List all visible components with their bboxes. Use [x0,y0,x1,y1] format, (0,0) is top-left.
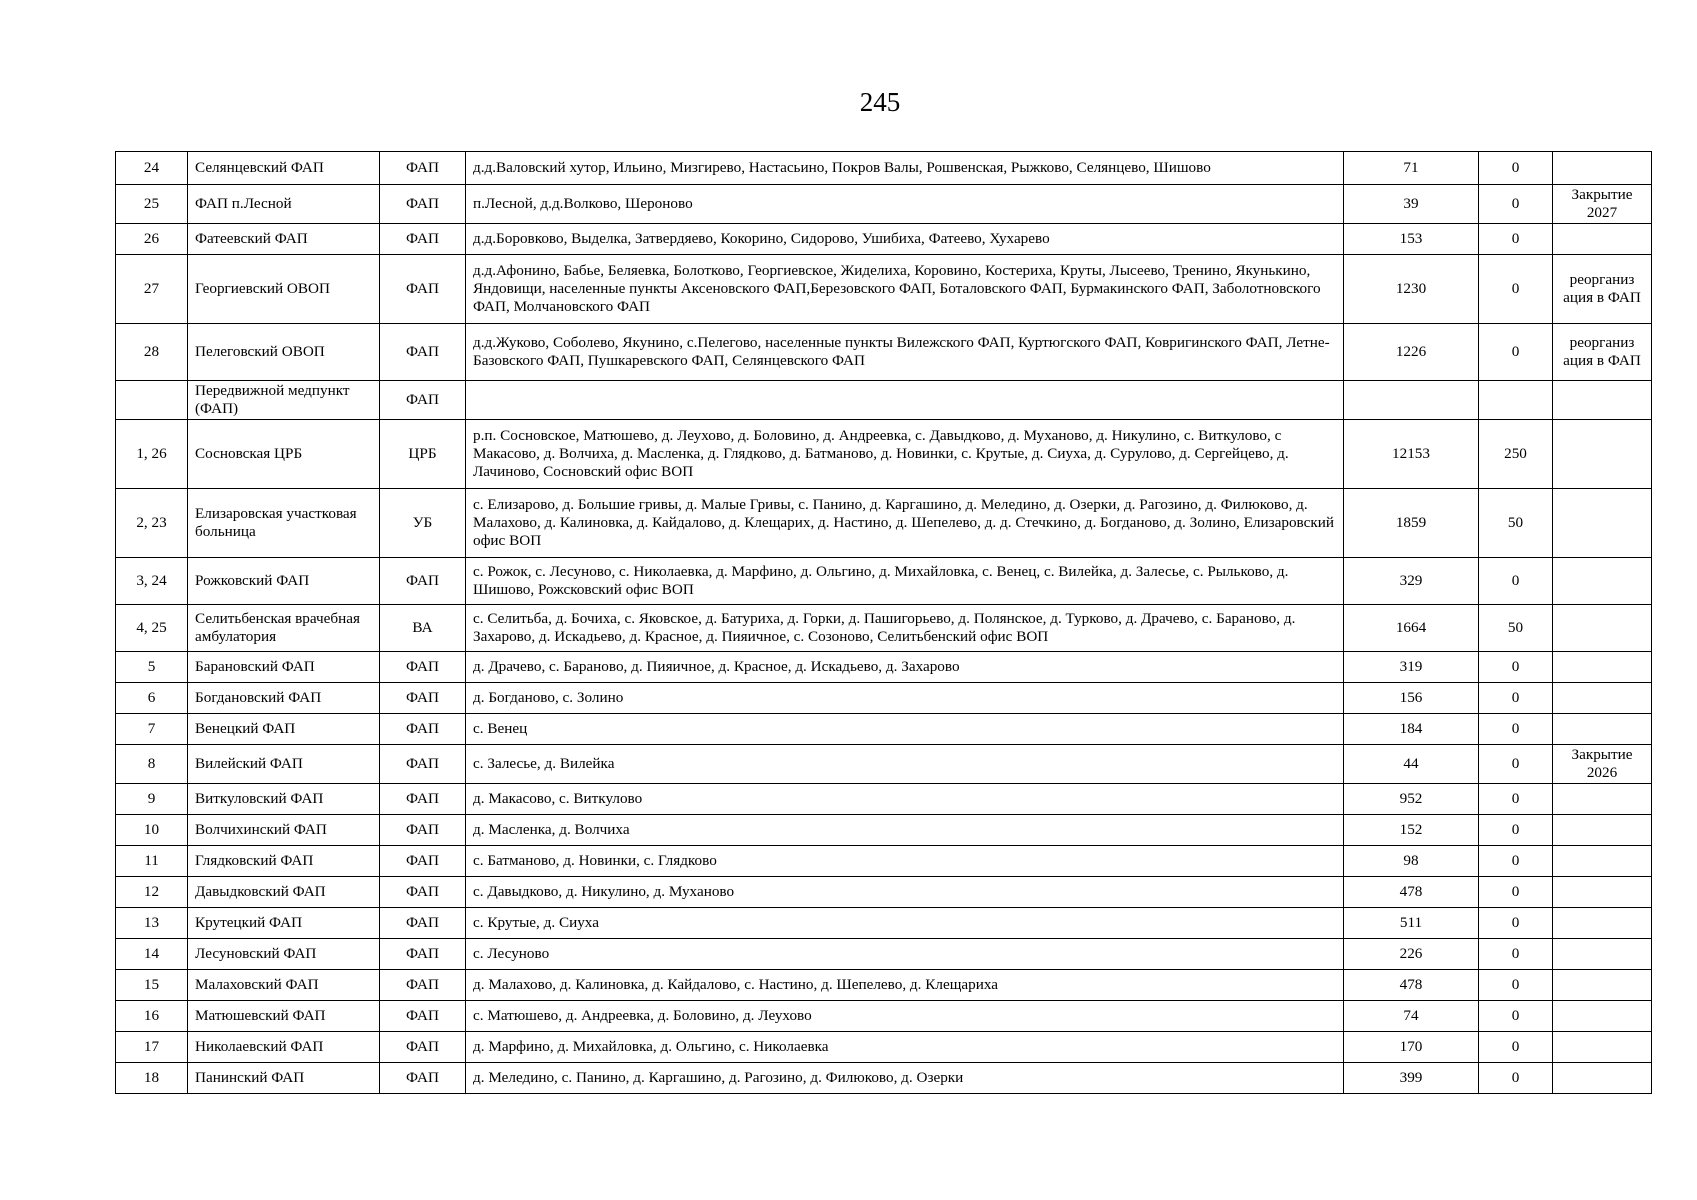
note-cell: Закрытие 2026 [1553,745,1652,784]
page-number: 245 [859,87,901,117]
beds-cell: 0 [1479,324,1553,381]
table-row [116,846,1652,877]
facility-name-cell: Лесуновский ФАП [188,939,380,970]
table-row [116,683,1652,714]
row-number-cell: 27 [116,255,188,324]
row-number-cell [116,381,188,420]
table-row [116,784,1652,815]
row-number-cell: 3, 24 [116,558,188,605]
facility-name-cell: Малаховский ФАП [188,970,380,1001]
facility-name-cell: Селянцевский ФАП [188,152,380,185]
facility-type-cell: ФАП [380,1063,466,1094]
table-row [116,939,1652,970]
beds-cell: 50 [1479,605,1553,652]
population-cell: 478 [1344,877,1479,908]
beds-cell: 0 [1479,784,1553,815]
facility-type-cell: ВА [380,605,466,652]
facility-name-cell: Глядковский ФАП [188,846,380,877]
population-cell: 152 [1344,815,1479,846]
note-cell [1553,224,1652,255]
facility-name-cell: Елизаровская участковая больница [188,489,380,558]
beds-cell: 0 [1479,224,1553,255]
population-cell: 184 [1344,714,1479,745]
population-cell: 226 [1344,939,1479,970]
population-cell: 170 [1344,1032,1479,1063]
facility-type-cell: ЦРБ [380,420,466,489]
facility-name-cell: Вилейский ФАП [188,745,380,784]
table-row [116,1001,1652,1032]
table-row [116,489,1652,558]
beds-cell: 0 [1479,255,1553,324]
note-cell: реорганиз ация в ФАП [1553,324,1652,381]
service-area-cell: с. Крутые, д. Сиуха [466,908,1344,939]
row-number-cell: 8 [116,745,188,784]
service-area-cell: д.д.Жуково, Соболево, Якунино, с.Пелегово, населенные пункты Вилежского ФАП, Куртюгского ФАП, Ковригинского ФАП, Летне-Базовского ФАП, Пушкаревского ФАП, Селянцевского ФАП [466,324,1344,381]
table-row [116,745,1652,784]
row-number-cell: 14 [116,939,188,970]
row-number-cell: 10 [116,815,188,846]
facility-name-cell: Венецкий ФАП [188,714,380,745]
population-cell: 329 [1344,558,1479,605]
facility-type-cell: ФАП [380,846,466,877]
table-row [116,877,1652,908]
facility-type-cell: ФАП [380,558,466,605]
row-number-cell: 4, 25 [116,605,188,652]
population-cell: 156 [1344,683,1479,714]
note-cell: реорганиз ация в ФАП [1553,255,1652,324]
table-row [116,420,1652,489]
service-area-cell: с. Давыдково, д. Никулино, д. Муханово [466,877,1344,908]
facility-type-cell: ФАП [380,815,466,846]
facility-name-cell: ФАП п.Лесной [188,185,380,224]
service-area-cell: д. Макасово, с. Виткулово [466,784,1344,815]
facility-type-cell: ФАП [380,939,466,970]
service-area-cell: с. Матюшево, д. Андреевка, д. Боловино, д. Леухово [466,1001,1344,1032]
facility-name-cell: Передвижной медпункт (ФАП) [188,381,380,420]
table-row [116,381,1652,420]
population-cell: 153 [1344,224,1479,255]
population-cell: 44 [1344,745,1479,784]
service-area-cell: с. Батманово, д. Новинки, с. Глядково [466,846,1344,877]
note-cell [1553,714,1652,745]
table-row [116,255,1652,324]
row-number-cell: 17 [116,1032,188,1063]
note-cell: Закрытие 2027 [1553,185,1652,224]
service-area-cell: д. Малахово, д. Калиновка, д. Кайдалово, с. Настино, д. Шепелево, д. Клещариха [466,970,1344,1001]
row-number-cell: 2, 23 [116,489,188,558]
population-cell: 399 [1344,1063,1479,1094]
service-area-cell: с. Лесуново [466,939,1344,970]
beds-cell: 0 [1479,152,1553,185]
population-cell: 1230 [1344,255,1479,324]
row-number-cell: 26 [116,224,188,255]
service-area-cell: д. Марфино, д. Михайловка, д. Ольгино, с. Николаевка [466,1032,1344,1063]
facility-type-cell: ФАП [380,1001,466,1032]
note-cell [1553,152,1652,185]
service-area-cell: с. Елизарово, д. Большие гривы, д. Малые Гривы, с. Панино, д. Каргашино, д. Меледино, д. Озерки, д. Рагозино, д. Филюково, д. Малахово, д. Калиновка, д. Кайдалово, д. Клещарих, д. Настино, д. Шепелево, д. д. Стечкино, д. Богданово, д. Золино, Елизаровский офис ВОП [466,489,1344,558]
row-number-cell: 11 [116,846,188,877]
note-cell [1553,381,1652,420]
row-number-cell: 7 [116,714,188,745]
row-number-cell: 9 [116,784,188,815]
beds-cell: 0 [1479,970,1553,1001]
service-area-cell: с. Селитьба, д. Бочиха, с. Яковское, д. Батуриха, д. Горки, д. Пашигорьево, д. Полянское, д. Турково, д. Драчево, с. Бараново, д. Захарово, д. Искадьево, д. Красное, д. Пияичное, с. Созоново, Селитьбенский офис ВОП [466,605,1344,652]
facility-type-cell: ФАП [380,714,466,745]
facility-type-cell: ФАП [380,1032,466,1063]
beds-cell: 0 [1479,1001,1553,1032]
service-area-cell: д. Драчево, с. Бараново, д. Пияичное, д. Красное, д. Искадьево, д. Захарово [466,652,1344,683]
service-area-cell: д. Масленка, д. Волчиха [466,815,1344,846]
facility-type-cell: ФАП [380,745,466,784]
beds-cell: 250 [1479,420,1553,489]
table-row [116,152,1652,185]
population-cell: 511 [1344,908,1479,939]
note-cell [1553,877,1652,908]
facility-name-cell: Селитьбенская врачебная амбулатория [188,605,380,652]
facility-type-cell: УБ [380,489,466,558]
row-number-cell: 6 [116,683,188,714]
note-cell [1553,939,1652,970]
note-cell [1553,815,1652,846]
facility-name-cell: Виткуловский ФАП [188,784,380,815]
population-cell: 39 [1344,185,1479,224]
table-row [116,652,1652,683]
facility-type-cell: ФАП [380,683,466,714]
row-number-cell: 12 [116,877,188,908]
note-cell [1553,846,1652,877]
table-row [116,1063,1652,1094]
population-cell: 478 [1344,970,1479,1001]
beds-cell [1479,381,1553,420]
row-number-cell: 5 [116,652,188,683]
service-area-cell: с. Венец [466,714,1344,745]
facility-name-cell: Волчихинский ФАП [188,815,380,846]
facility-name-cell: Богдановский ФАП [188,683,380,714]
service-area-cell: д.д.Афонино, Бабье, Беляевка, Болотково, Георгиевское, Жиделиха, Коровино, Костериха, Круты, Лысеево, Тренино, Якунькино, Яндовищи, населенные пункты Аксеновского ФАП,Березовского ФАП, Боталовского ФАП, Бурмакинского ФАП, Заболотновского ФАП, Молчановского ФАП [466,255,1344,324]
row-number-cell: 15 [116,970,188,1001]
service-area-cell [466,381,1344,420]
population-cell: 71 [1344,152,1479,185]
table-row [116,908,1652,939]
note-cell [1553,1032,1652,1063]
beds-cell: 0 [1479,652,1553,683]
row-number-cell: 25 [116,185,188,224]
row-number-cell: 28 [116,324,188,381]
population-cell: 1859 [1344,489,1479,558]
row-number-cell: 1, 26 [116,420,188,489]
note-cell [1553,683,1652,714]
facility-name-cell: Давыдковский ФАП [188,877,380,908]
facility-name-cell: Рожковский ФАП [188,558,380,605]
facility-name-cell: Пелеговский ОВОП [188,324,380,381]
facility-type-cell: ФАП [380,224,466,255]
table-row [116,605,1652,652]
note-cell [1553,1001,1652,1032]
beds-cell: 0 [1479,683,1553,714]
facility-name-cell: Крутецкий ФАП [188,908,380,939]
facility-name-cell: Фатеевский ФАП [188,224,380,255]
population-cell: 12153 [1344,420,1479,489]
facilities-table [115,151,1652,1094]
facility-name-cell: Панинский ФАП [188,1063,380,1094]
note-cell [1553,605,1652,652]
note-cell [1553,970,1652,1001]
population-cell: 74 [1344,1001,1479,1032]
beds-cell: 0 [1479,185,1553,224]
facility-name-cell: Матюшевский ФАП [188,1001,380,1032]
service-area-cell: п.Лесной, д.д.Волково, Шероново [466,185,1344,224]
beds-cell: 0 [1479,877,1553,908]
beds-cell: 0 [1479,1063,1553,1094]
beds-cell: 50 [1479,489,1553,558]
beds-cell: 0 [1479,908,1553,939]
table-row [116,815,1652,846]
population-cell: 319 [1344,652,1479,683]
table-row [116,324,1652,381]
facility-type-cell: ФАП [380,152,466,185]
population-cell: 1226 [1344,324,1479,381]
facility-name-cell: Николаевский ФАП [188,1032,380,1063]
facility-type-cell: ФАП [380,255,466,324]
beds-cell: 0 [1479,745,1553,784]
population-cell [1344,381,1479,420]
note-cell [1553,489,1652,558]
facility-type-cell: ФАП [380,877,466,908]
service-area-cell: с. Рожок, с. Лесуново, с. Николаевка, д. Марфино, д. Ольгино, д. Михайловка, с. Венец, с. Вилейка, д. Залесье, с. Рыльково, д. Шишово, Рожсковский офис ВОП [466,558,1344,605]
table-row [116,224,1652,255]
note-cell [1553,652,1652,683]
note-cell [1553,1063,1652,1094]
beds-cell: 0 [1479,1032,1553,1063]
row-number-cell: 18 [116,1063,188,1094]
facility-name-cell: Георгиевский ОВОП [188,255,380,324]
table-row [116,970,1652,1001]
beds-cell: 0 [1479,714,1553,745]
service-area-cell: д.д.Боровково, Выделка, Затвердяево, Кокорино, Сидорово, Ушибиха, Фатеево, Хухарево [466,224,1344,255]
beds-cell: 0 [1479,939,1553,970]
table-row [116,714,1652,745]
row-number-cell: 24 [116,152,188,185]
facility-type-cell: ФАП [380,970,466,1001]
table-row [116,185,1652,224]
facility-type-cell: ФАП [380,908,466,939]
facility-type-cell: ФАП [380,185,466,224]
facility-type-cell: ФАП [380,784,466,815]
table-row [116,558,1652,605]
population-cell: 98 [1344,846,1479,877]
population-cell: 1664 [1344,605,1479,652]
note-cell [1553,784,1652,815]
service-area-cell: д. Богданово, с. Золино [466,683,1344,714]
facility-name-cell: Барановский ФАП [188,652,380,683]
note-cell [1553,420,1652,489]
beds-cell: 0 [1479,815,1553,846]
table-row [116,1032,1652,1063]
row-number-cell: 13 [116,908,188,939]
note-cell [1553,908,1652,939]
facility-type-cell: ФАП [380,381,466,420]
service-area-cell: р.п. Сосновское, Матюшево, д. Леухово, д. Боловино, д. Андреевка, с. Давыдково, д. Муханово, д. Никулино, с. Виткулово, с Макасово, д. Волчиха, д. Масленка, д. Глядково, д. Батманово, д. Новинки, с. Крутые, д. Сиуха, д. Сурулово, д. Сергейцево, д. Лачиново, Сосновский офис ВОП [466,420,1344,489]
population-cell: 952 [1344,784,1479,815]
facility-name-cell: Сосновская ЦРБ [188,420,380,489]
service-area-cell: д. Меледино, с. Панино, д. Каргашино, д. Рагозино, д. Филюково, д. Озерки [466,1063,1344,1094]
service-area-cell: д.д.Валовский хутор, Ильино, Мизгирево, Настасьино, Покров Валы, Рошвенская, Рыжково, Селянцево, Шишово [466,152,1344,185]
beds-cell: 0 [1479,846,1553,877]
facility-type-cell: ФАП [380,652,466,683]
facility-type-cell: ФАП [380,324,466,381]
service-area-cell: с. Залесье, д. Вилейка [466,745,1344,784]
note-cell [1553,558,1652,605]
row-number-cell: 16 [116,1001,188,1032]
beds-cell: 0 [1479,558,1553,605]
